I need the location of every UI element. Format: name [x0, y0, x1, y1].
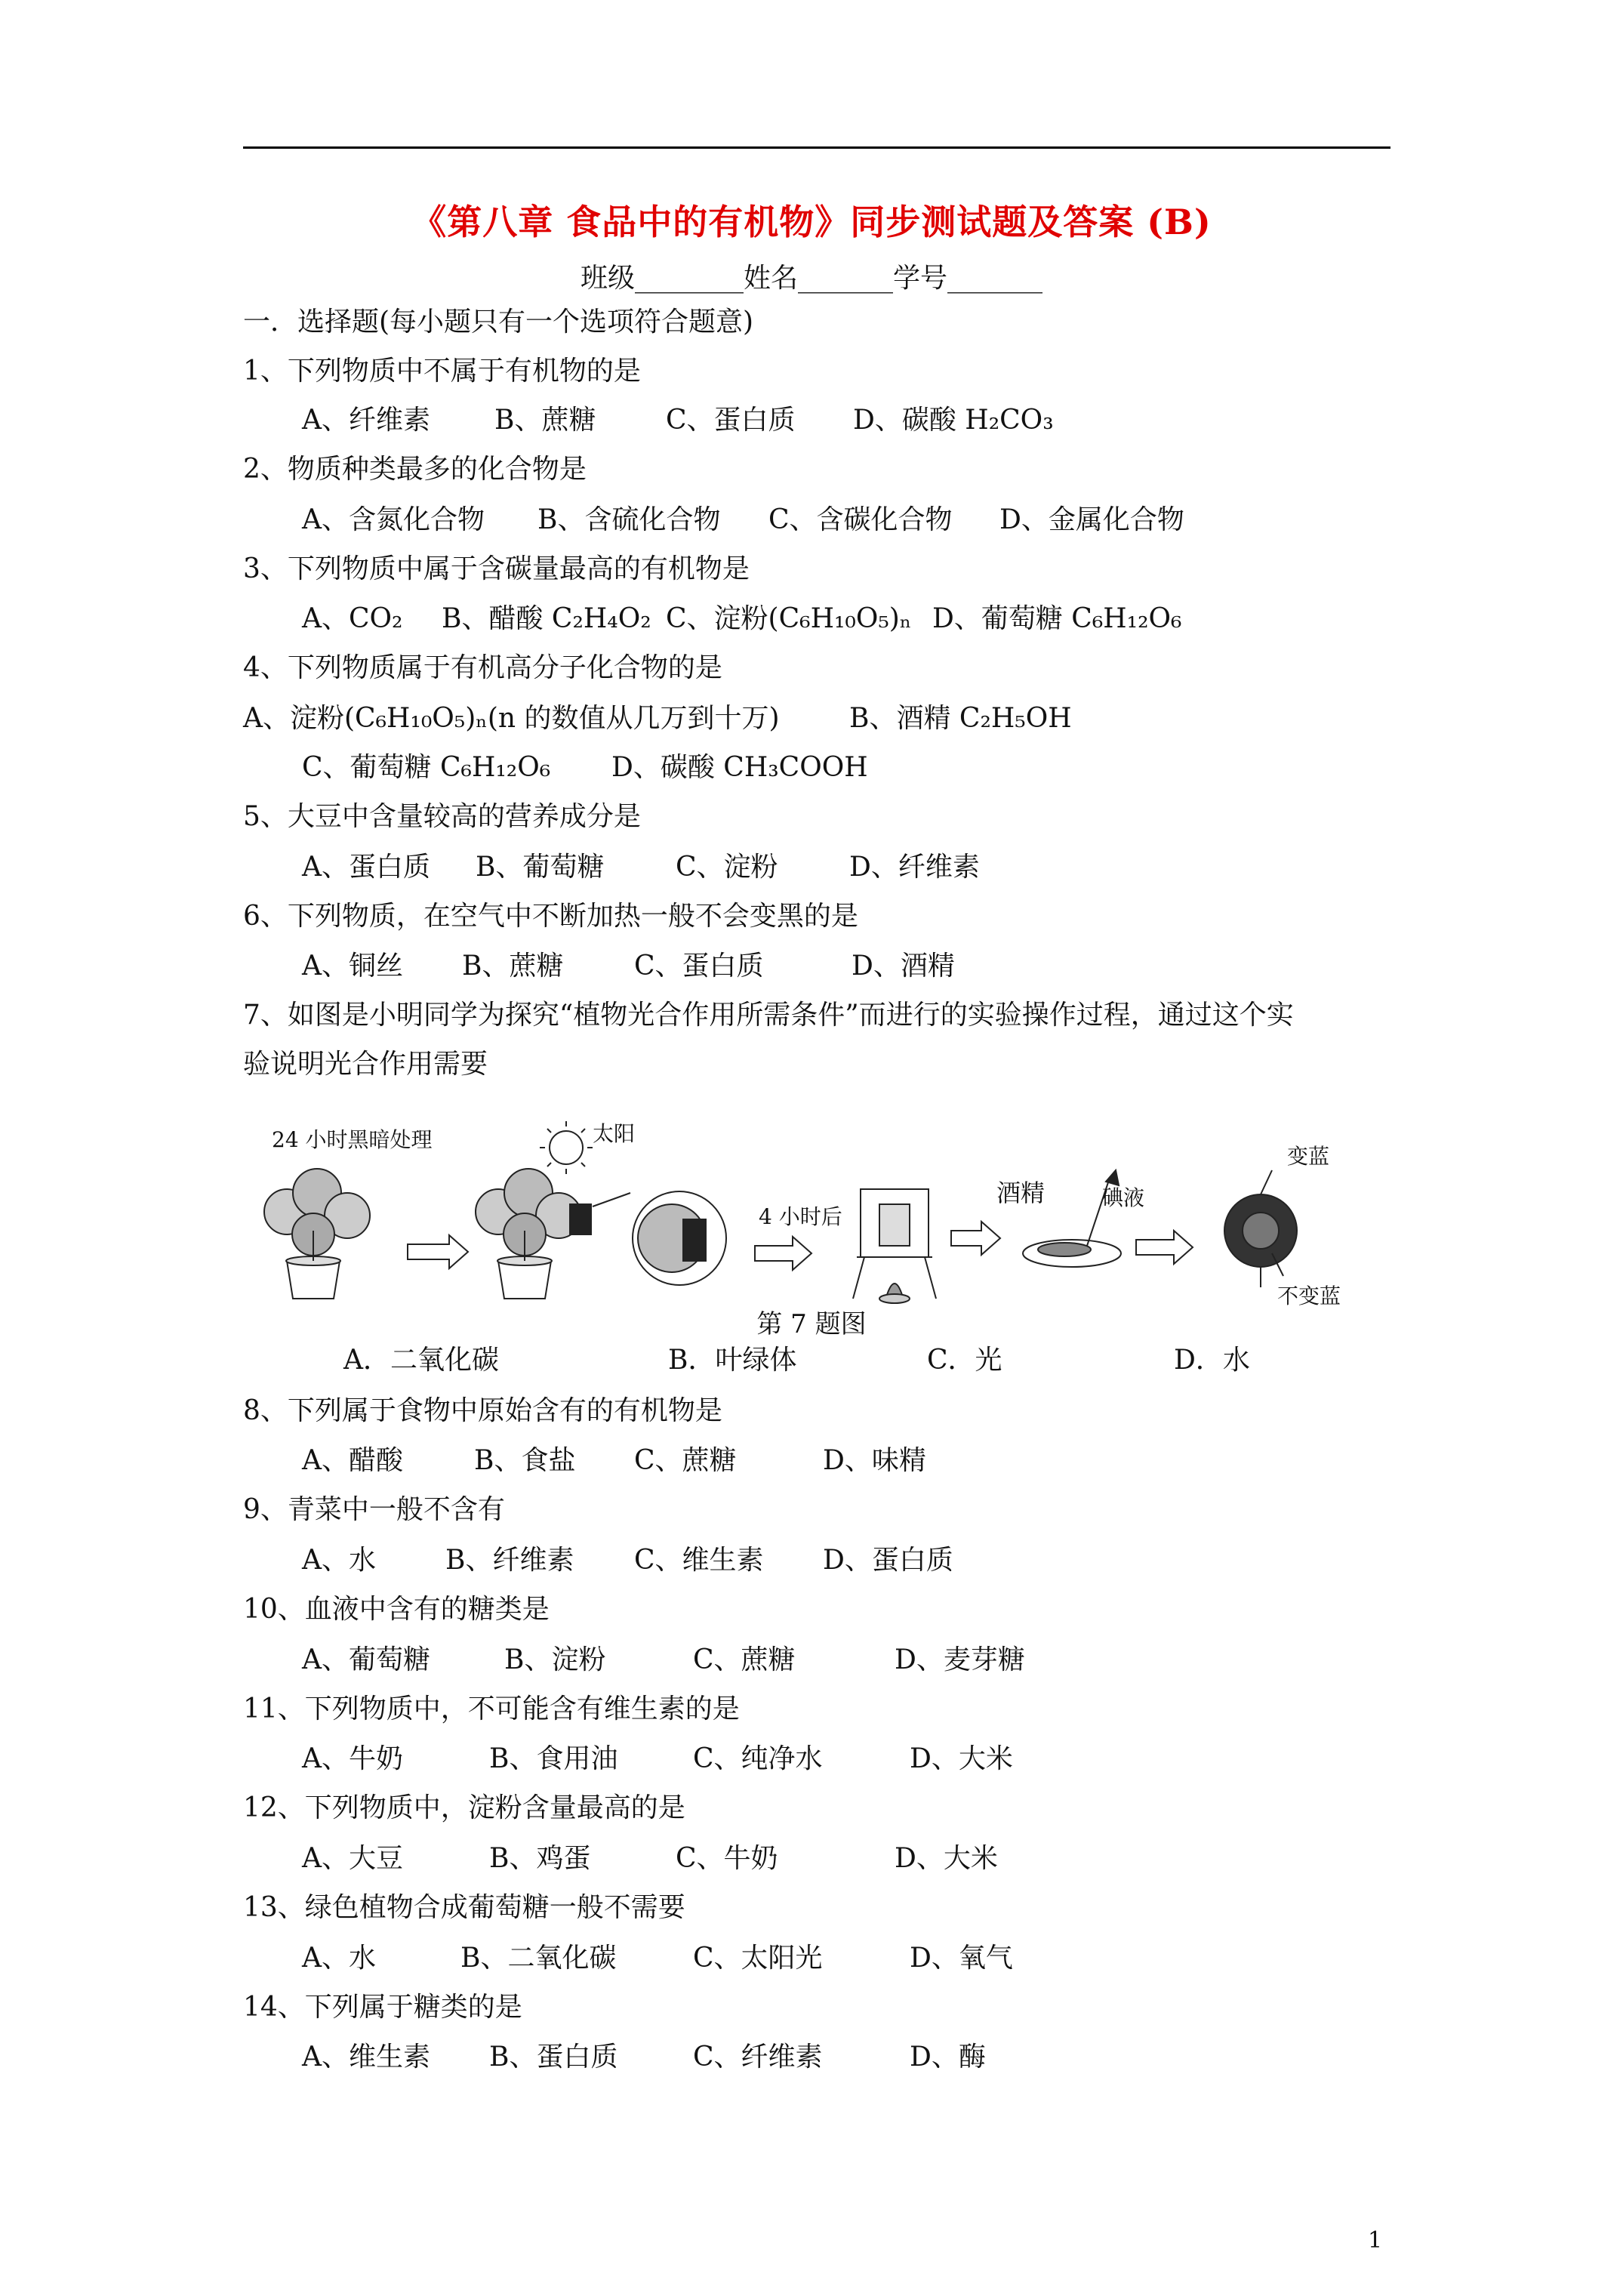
option: B、淀粉 — [504, 1644, 606, 1675]
figure-label-alcohol: 酒精 — [996, 1179, 1046, 1207]
option: B、鸡蛋 — [489, 1843, 591, 1874]
result-leaf-icon — [1224, 1170, 1297, 1287]
option: A、葡萄糖 — [302, 1644, 430, 1675]
sun-icon — [540, 1121, 593, 1174]
option: B、蔗糖 — [462, 951, 564, 982]
plant-1-icon — [264, 1169, 370, 1299]
option: A、牛奶 — [302, 1743, 403, 1774]
question-6-stem: 6、下列物质，在空气中不断加热一般不会变黑的是 — [243, 901, 858, 932]
question-11-stem: 11、下列物质中，不可能含有维生素的是 — [243, 1693, 740, 1724]
option: C、蔗糖 — [693, 1644, 796, 1675]
option: B、二氧化碳 — [460, 1943, 617, 1974]
question-2-stem: 2、物质种类最多的化合物是 — [243, 454, 587, 485]
question-1-stem: 1、下列物质中不属于有机物的是 — [243, 356, 641, 387]
arrow-icon — [755, 1237, 812, 1270]
question-14-stem: 14、下列属于糖类的是 — [243, 1992, 522, 2023]
option: D．水 — [1174, 1345, 1250, 1376]
student-info-line: 班级________姓名_______学号_______ — [580, 263, 1042, 294]
option: B、食盐 — [474, 1445, 576, 1476]
option: A、水 — [302, 1943, 376, 1974]
header-rule — [243, 146, 1390, 149]
figure-label-blue: 变蓝 — [1287, 1144, 1330, 1169]
question-7-stem: 7、如图是小明同学为探究“植物光合作用所需条件”而进行的实验操作过程，通过这个实 — [243, 1000, 1294, 1031]
option: A、淀粉(C₆H₁₀O₅)ₙ(n 的数值从几万到十万) — [243, 703, 780, 734]
option: A、CO₂ — [302, 603, 403, 634]
option: C、淀粉 — [676, 852, 778, 883]
option: B、蔗糖 — [494, 405, 596, 436]
option: B、酒精 C₂H₅OH — [849, 703, 1072, 734]
option: C、含碳化合物 — [768, 504, 953, 535]
option: A、纤维素 — [302, 405, 430, 436]
question-12-stem: 12、下列物质中，淀粉含量最高的是 — [243, 1792, 685, 1823]
question-3-stem: 3、下列物质中属于含碳量最高的有机物是 — [243, 553, 750, 584]
option: A、维生素 — [302, 2042, 430, 2073]
option: C、葡萄糖 C₆H₁₂O₆ — [302, 752, 551, 783]
option: B、葡萄糖 — [476, 852, 605, 883]
option: D、大米 — [910, 1743, 1013, 1774]
arrow-icon — [408, 1235, 468, 1268]
figure-label-not-blue: 不变蓝 — [1277, 1284, 1341, 1308]
question-9-stem: 9、青菜中一般不含有 — [243, 1494, 505, 1525]
option: D、氧气 — [910, 1943, 1013, 1974]
option: A．二氧化碳 — [343, 1345, 499, 1376]
option: B．叶绿体 — [668, 1345, 797, 1376]
option: A、醋酸 — [302, 1445, 403, 1476]
option: A、大豆 — [302, 1843, 403, 1874]
arrow-icon — [951, 1222, 1000, 1255]
question-10-stem: 10、血液中含有的糖类是 — [243, 1594, 550, 1625]
plant-2-icon — [476, 1169, 591, 1299]
question-7-stem-cont: 验说明光合作用需要 — [243, 1049, 488, 1080]
option: D、味精 — [823, 1445, 926, 1476]
figure-label-dark: 24 小时黑暗处理 — [272, 1127, 433, 1152]
water-bath-icon — [853, 1189, 936, 1303]
option: C、纯净水 — [693, 1743, 823, 1774]
option: C、蔗糖 — [634, 1445, 737, 1476]
option: B、蛋白质 — [489, 2042, 618, 2073]
option: B、醋酸 C₂H₄O₂ — [442, 603, 651, 634]
option: D、金属化合物 — [999, 504, 1184, 535]
option: C、牛奶 — [676, 1843, 778, 1874]
figure-label-hours: 4 小时后 — [759, 1204, 842, 1229]
page-title: 《第八章 食品中的有机物》同步测试题及答案 (B) — [411, 202, 1212, 242]
section-heading: 一．选择题(每小题只有一个选项符合题意) — [243, 307, 754, 337]
option: A、水 — [302, 1545, 376, 1576]
question-4-stem: 4、下列物质属于有机高分子化合物的是 — [243, 652, 722, 683]
figure-label-sun: 太阳 — [593, 1121, 636, 1146]
option: B、纤维素 — [445, 1545, 574, 1576]
option: B、食用油 — [489, 1743, 618, 1774]
question-5-stem: 5、大豆中含量较高的营养成分是 — [243, 801, 641, 832]
option: D、葡萄糖 C₆H₁₂O₆ — [932, 603, 1182, 634]
figure-label-iodine: 碘液 — [1102, 1185, 1145, 1210]
option: C、太阳光 — [693, 1943, 823, 1974]
option: D、碳酸 H₂CO₃ — [853, 405, 1054, 436]
option: D、酶 — [910, 2042, 986, 2073]
covered-leaf-icon — [593, 1191, 726, 1285]
option: A、蛋白质 — [302, 852, 430, 883]
figure-caption: 第 7 题图 — [756, 1309, 867, 1339]
option: C、蛋白质 — [666, 405, 796, 436]
option: D、大米 — [895, 1843, 998, 1874]
question-13-stem: 13、绿色植物合成葡萄糖一般不需要 — [243, 1892, 685, 1923]
option: D、酒精 — [852, 951, 955, 982]
page-number: 1 — [1368, 2227, 1383, 2254]
option: C、淀粉(C₆H₁₀O₅)ₙ — [666, 603, 912, 634]
arrow-icon — [1136, 1231, 1193, 1264]
option: B、含硫化合物 — [537, 504, 721, 535]
option: C、维生素 — [634, 1545, 764, 1576]
option: A、含氮化合物 — [302, 504, 485, 535]
option: D、纤维素 — [849, 852, 980, 883]
option: C、纤维素 — [693, 2042, 823, 2073]
option: D、麦芽糖 — [895, 1644, 1025, 1675]
option: C．光 — [927, 1345, 1002, 1376]
option: A、铜丝 — [302, 951, 403, 982]
photosynthesis-experiment-figure — [257, 1117, 1341, 1321]
option: D、碳酸 CH₃COOH — [611, 752, 868, 783]
option: D、蛋白质 — [823, 1545, 953, 1576]
option: C、蛋白质 — [634, 951, 764, 982]
question-8-stem: 8、下列属于食物中原始含有的有机物是 — [243, 1395, 722, 1426]
